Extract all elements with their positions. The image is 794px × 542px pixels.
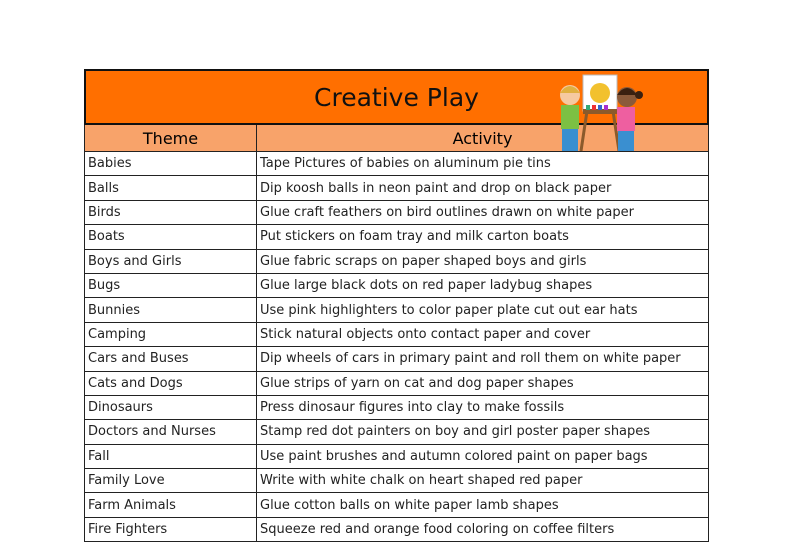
activity-cell: Press dinosaur figures into clay to make fossils (260, 400, 565, 416)
table-body (84, 152, 709, 542)
theme-cell: Family Love (85, 469, 257, 492)
theme-cell: Bunnies (85, 298, 257, 321)
activity-cell: Use pink highlighters to color paper plate cut out ear hats (260, 302, 638, 318)
table-row (84, 469, 709, 493)
table-row (84, 201, 709, 225)
theme-cell: Farm Animals (85, 493, 257, 516)
activity-cell: Glue craft feathers on bird outlines drawn on white paper (260, 204, 634, 220)
table-row (84, 274, 709, 298)
theme-cell: Fall (85, 445, 257, 468)
theme-cell: Dinosaurs (85, 396, 257, 419)
theme-header: Theme (85, 125, 257, 151)
activity-header: Activity (452, 128, 513, 148)
activity-cell: Glue strips of yarn on cat and dog paper shapes (260, 375, 574, 391)
theme-cell: Birds (85, 201, 257, 224)
table-row (84, 298, 709, 322)
table-row (84, 493, 709, 517)
activity-cell: Write with white chalk on heart shaped red paper (260, 473, 583, 489)
table-row (84, 152, 709, 176)
theme-cell: Cats and Dogs (85, 372, 257, 395)
theme-cell: Bugs (85, 274, 257, 297)
activity-cell: Put stickers on foam tray and milk carton boats (260, 229, 569, 245)
theme-cell: Balls (85, 176, 257, 199)
theme-cell: Fire Fighters (85, 518, 257, 541)
activity-cell: Dip wheels of cars in primary paint and roll them on white paper (260, 351, 681, 367)
table-row (84, 250, 709, 274)
table-row (84, 420, 709, 444)
theme-cell: Babies (85, 152, 257, 175)
theme-cell: Camping (85, 323, 257, 346)
activity-cell: Glue large black dots on red paper ladybug shapes (260, 278, 593, 294)
theme-cell: Cars and Buses (85, 347, 257, 370)
activity-cell: Stick natural objects onto contact paper and cover (260, 326, 591, 342)
activity-cell: Glue fabric scraps on paper shaped boys and girls (260, 253, 587, 269)
theme-cell: Doctors and Nurses (85, 420, 257, 443)
title-text: Creative Play (314, 82, 479, 112)
kids-painting-illustration (553, 73, 643, 155)
table-row (84, 323, 709, 347)
theme-cell: Boats (85, 225, 257, 248)
activity-cell: Dip koosh balls in neon paint and drop on black paper (260, 180, 612, 196)
activity-cell: Stamp red dot painters on boy and girl poster paper shapes (260, 424, 651, 440)
table-row (84, 445, 709, 469)
activity-cell: Tape Pictures of babies on aluminum pie tins (260, 156, 551, 172)
table-row (84, 176, 709, 200)
activity-cell: Squeeze red and orange food coloring on coffee filters (260, 522, 615, 538)
table-row (84, 396, 709, 420)
table-row (84, 225, 709, 249)
activity-cell: Glue cotton balls on white paper lamb shapes (260, 497, 559, 513)
table-row (84, 347, 709, 371)
theme-cell: Boys and Girls (85, 250, 257, 273)
activity-cell: Use paint brushes and autumn colored paint on paper bags (260, 448, 648, 464)
table-row (84, 372, 709, 396)
table-row (84, 518, 709, 542)
